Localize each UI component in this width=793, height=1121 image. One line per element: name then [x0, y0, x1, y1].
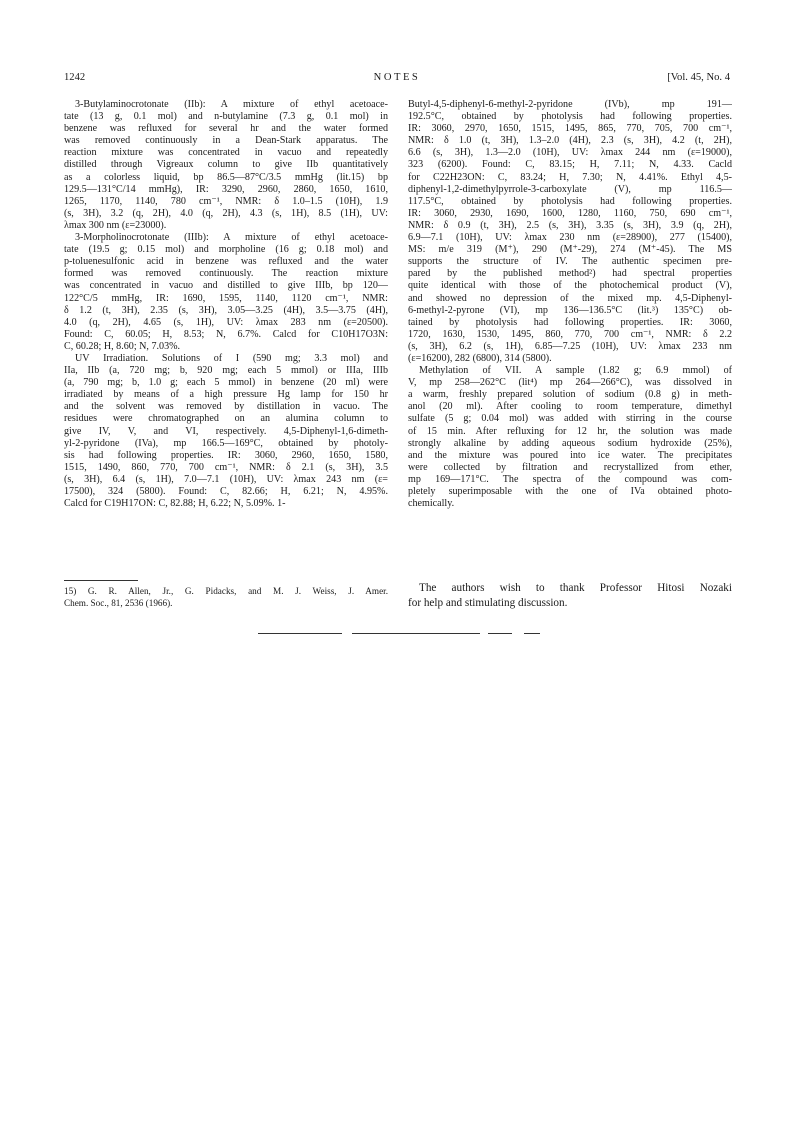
page-header	[64, 71, 730, 85]
text-line: and the solvent was removed by distillation in vacuo. The	[64, 401, 388, 413]
text-line: (a, 790 mg; b, 1.0 g; each 5 mmol) in benzene (20 ml) were	[64, 377, 388, 389]
text-line: give IV, V, and VI, respectively. 4,5-Diphenyl-1,6-dimeth-	[64, 425, 388, 437]
text-line: 4.0 (q, 2H), 4.65 (s, 1H), UV: λmax 283 nm (ε=20500).	[64, 316, 388, 328]
text-line: Chem. Soc., 81, 2536 (1966).	[64, 597, 173, 608]
para-morpholinocrotonate	[64, 232, 388, 353]
text-line: NMR: δ 1.0 (t, 3H), 1.3–2.0 (4H), 2.3 (s, 3H), 4.2 (t, 2H),	[408, 135, 732, 147]
text-line: and showed no depression of the mixed mp. 4,5-Diphenyl-	[408, 292, 732, 304]
text-line: 192.5°C, obtained by photolysis had following properties.	[408, 111, 732, 123]
text-line: and the mixture was poured into ice water. The precipitates	[408, 449, 732, 461]
text-line: was removed continuously in a Dean-Stark apparatus. The	[64, 135, 388, 147]
text-line: δ 1.2 (t, 3H), 2.35 (s, 3H), 3.05—3.25 (4H), 3.5—3.75 (4H),	[64, 304, 388, 316]
text-line: p-toluenesulfonic acid in benzene was refluxed and the water	[64, 256, 388, 268]
text-line: 1265, 1170, 1140, 780 cm⁻¹, NMR: δ 1.0–1.5 (10H), 1.9	[64, 195, 388, 207]
footnote	[64, 586, 388, 609]
text-line: 6-methyl-2-pyrone (VI), mp 136—136.5°C (lit.³) 135°C) ob-	[408, 304, 732, 316]
text-line: 3-Butylaminocrotonate (IIb): A mixture of ethyl acetoace-	[75, 99, 388, 110]
text-line: 6.9—7.1 (10H), UV: λmax 230 nm (ε=28900), 277 (15400),	[408, 232, 732, 244]
text-line: Butyl-4,5-diphenyl-6-methyl-2-pyridone (IVb), mp 191—	[408, 99, 732, 110]
text-line: mp 169—171°C. The spectra of the compound was com-	[408, 473, 732, 485]
text-line: (ε=16200), 282 (6800), 314 (5800).	[408, 352, 552, 364]
text-line: anol (20 ml). After cooling to room temperature, dimethyl	[408, 401, 732, 413]
text-line: pletely superimposable with the one of IVa obtained photo-	[408, 486, 732, 497]
text-line: MS: m/e 319 (M⁺), 290 (M⁺-29), 274 (M⁺-45). The MS	[408, 244, 732, 256]
end-rule-segment	[352, 633, 480, 634]
text-line: 1515, 1490, 860, 770, 700 cm⁻¹, NMR: δ 2.1 (s, 3H), 3.5	[64, 461, 388, 473]
text-line: sulfate (5 g; 0.04 mol) was added with stirring in the course	[408, 413, 732, 425]
text-line: were collected by filtration and recrystallized from ether,	[408, 461, 732, 473]
footnote-rule	[64, 580, 138, 581]
volume-label: [Vol. 45, No. 4	[667, 72, 730, 83]
text-line: NMR: δ 0.9 (t, 3H), 2.5 (s, 3H), 3.35 (s, 3H), 3.9 (q, 2H),	[408, 219, 732, 231]
text-line: The authors wish to thank Professor Hitosi Nozaki	[419, 582, 732, 594]
text-line: IR: 3060, 2970, 1650, 1515, 1495, 865, 770, 705, 700 cm⁻¹,	[408, 123, 732, 135]
text-line: (s, 3H), 6.4 (s, 1H), 7.0—7.1 (10H), UV: λmax 243 nm (ε=	[64, 473, 388, 485]
text-line: strongly alkaline by adding aqueous sodium hydroxide (25%),	[408, 437, 732, 449]
text-line: (s, 3H), 6.2 (s, 1H), 6.85—7.25 (10H), UV: λmax 233 nm	[408, 340, 732, 352]
text-line: 3-Morpholinocrotonate (IIIb): A mixture of ethyl acetoace-	[75, 232, 388, 244]
para-methylation	[408, 365, 732, 510]
text-line: was concentrated in vacuo and distilled to give IIIb, bp 120—	[64, 280, 388, 292]
text-line: chemically.	[408, 498, 455, 510]
text-line: 323 (6200). Found: C, 83.15; H, 7.11; N, 4.33. Cacld	[408, 159, 732, 171]
text-line: 1720, 1630, 1530, 1495, 860, 770, 700 cm⁻¹, NMR: δ 2.2	[408, 328, 732, 340]
text-line: tate (13 g, 0.1 mol) and n-butylamine (7.3 g, 0.1 mol) in	[64, 111, 388, 123]
text-line: of 15 min. After refluxing for 12 hr, the solution was made	[408, 425, 732, 437]
text-line: IIa, IIb (a, 720 mg; b, 920 mg; each 5 mmol) or IIIa, IIIb	[64, 365, 388, 377]
text-line: V, mp 258—262°C (lit⁴) mp 264—266°C), was dissolved in	[408, 377, 732, 389]
text-line: 122°C/5 mmHg, IR: 1690, 1595, 1140, 1120 cm⁻¹, NMR:	[64, 292, 388, 304]
text-line: irradiated by means of a high pressure Hg lamp for 150 hr	[64, 389, 388, 401]
text-line: a warm, freshly prepared solution of sodium (0.8 g) in meth-	[408, 389, 732, 401]
text-line: C, 60.28; H, 8.60; N, 7.03%.	[64, 340, 181, 352]
text-line: benzene was refluxed for several hr and the water formed	[64, 123, 388, 135]
text-line: UV Irradiation. Solutions of I (590 mg; 3.3 mol) and	[75, 352, 388, 364]
end-rule-segment	[258, 633, 342, 634]
section-title: NOTES	[373, 72, 421, 83]
text-line: reaction mixture was concentrated in vacuo and repeatedly	[64, 147, 388, 159]
acknowledgement	[408, 581, 732, 610]
para-uv-irradiation	[64, 353, 388, 510]
text-line: Calcd for C19H17ON: C, 82.88; H, 6.22; N, 5.09%. 1-	[64, 498, 286, 510]
end-rule-segment	[488, 633, 512, 634]
text-line: for C22H23ON: C, 83.24; H, 7.30; N, 4.41%. Ethyl 4,5-	[408, 171, 732, 183]
text-line: pared by the published method²) had spectral properties	[408, 268, 732, 280]
page-number: 1242	[64, 72, 86, 83]
text-line: 117.5°C, obtained by photolysis had following properties.	[408, 195, 732, 207]
text-line: quite identical with those of the photochemical product (V),	[408, 280, 732, 292]
right-column	[408, 99, 732, 510]
text-line: Methylation of VII. A sample (1.82 g; 6.9 mmol) of	[419, 365, 732, 377]
text-line: 6.6 (s, 3H), 1.3—2.0 (10H), UV: λmax 244 nm (ε=19000),	[408, 147, 732, 159]
text-line: 129.5—131°C/14 mmHg), IR: 3290, 2960, 2860, 1650, 1610,	[64, 183, 388, 195]
para-butylaminocrotonate	[64, 99, 388, 232]
text-line: diphenyl-1,2-dimethylpyrrole-3-carboxylate (V), mp 116.5—	[408, 183, 732, 195]
text-line: formed was removed continuously. The reaction mixture	[64, 268, 388, 280]
text-line: as a colorless liquid, bp 86.5—87°C/3.5 mmHg (lit.15) bp	[64, 171, 388, 183]
left-column	[64, 99, 388, 510]
text-line: for help and stimulating discussion.	[408, 596, 568, 609]
text-line: sis had following properties. IR: 3060, 2960, 1650, 1580,	[64, 449, 388, 461]
text-line: λmax 300 nm (ε=23000).	[64, 219, 167, 231]
text-line: supports the structure of IV. The authentic specimen pre-	[408, 256, 732, 268]
text-line: IR: 3060, 2930, 1690, 1600, 1280, 1160, 750, 690 cm⁻¹,	[408, 207, 732, 219]
text-line: yl-2-pyridone (IVa), mp 166.5—169°C, obtained by photoly-	[64, 437, 388, 449]
text-line: (s, 3H), 3.2 (q, 2H), 4.0 (q, 2H), 4.3 (s, 1H), 8.5 (1H), UV:	[64, 207, 388, 219]
end-rule-segment	[524, 633, 540, 634]
text-line: residues were chromatographed on an alumina column to	[64, 413, 388, 425]
text-line: tained by photolysis had following properties. IR: 3060,	[408, 316, 732, 328]
text-line: 17500), 324 (5800). Found: C, 82.66; H, 6.21; N, 4.95%.	[64, 486, 388, 497]
text-line: 15) G. R. Allen, Jr., G. Pidacks, and M. J. Weiss, J. Amer.	[64, 586, 388, 596]
text-line: Found: C, 60.05; H, 8.53; N, 6.7%. Calcd for C10H17O3N:	[64, 328, 388, 340]
text-line: distilled through Vigreaux column to give IIb quantitatively	[64, 159, 388, 171]
para-continued	[408, 99, 732, 365]
text-line: tate (19.5 g; 0.15 mol) and morpholine (16 g; 0.18 mol) and	[64, 244, 388, 256]
